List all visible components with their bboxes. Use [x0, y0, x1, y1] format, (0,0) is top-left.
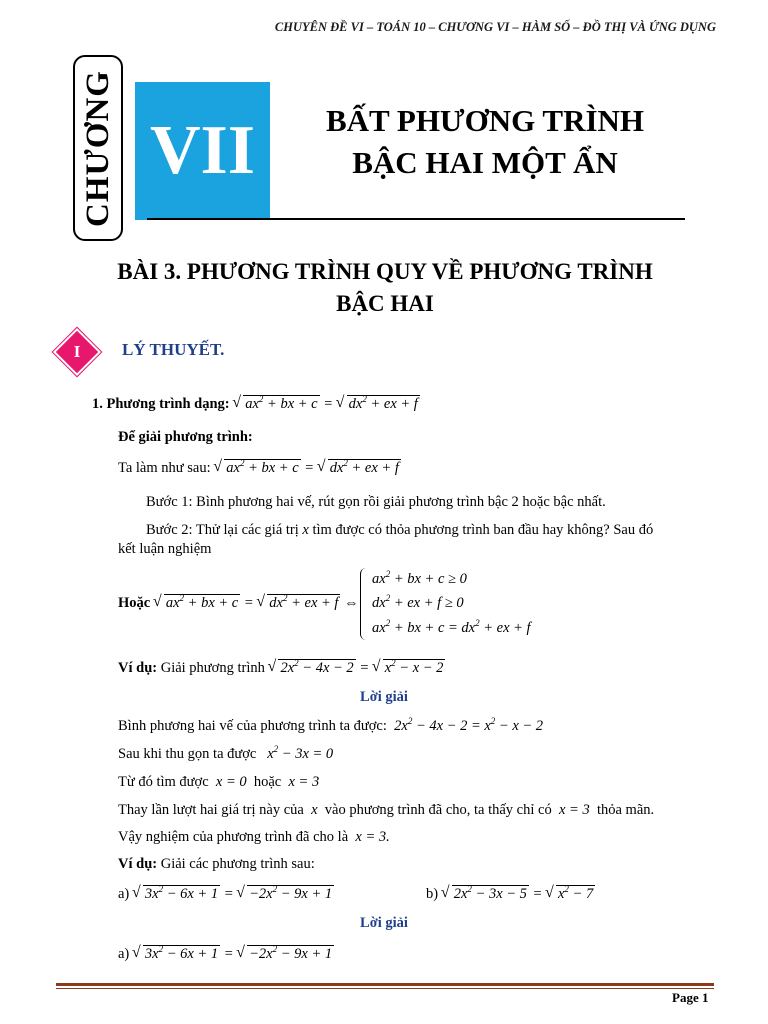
exercise-a-label: a)	[118, 886, 130, 902]
section-title: LÝ THUYẾT.	[122, 340, 225, 359]
running-header: CHUYÊN ĐỀ VI – TOÁN 10 – CHƯƠNG VI – HÀM SỐ – ĐỒ THỊ VÀ ỨNG DỤNG	[274, 20, 716, 34]
final-answer: x = 3.	[351, 829, 390, 845]
form-definition	[92, 396, 420, 413]
lesson-title-line2: BẬC HAI	[336, 291, 434, 316]
solution-line-1-eq: $2x^2 - 4x - 2 = x^2 - x - 2$	[390, 716, 544, 734]
var-x: x	[302, 522, 309, 538]
chapter-number-box	[135, 82, 270, 220]
form-definition-label: 1. Phương trình dạng:	[92, 396, 230, 412]
system-cond-2: $dx^2$ + ex + f ≥ 0	[372, 593, 464, 611]
solution-line-3	[118, 774, 319, 791]
root-check: x = 3	[555, 802, 594, 818]
example-1-text: Giải phương trình	[160, 660, 265, 676]
chapter-tab	[73, 55, 123, 241]
exercise-b	[426, 886, 595, 903]
alternative-label: Hoặc	[118, 595, 151, 611]
system-cond-1: $ax^2$ + bx + c ≥ 0	[372, 569, 467, 587]
solution-line-3-text: Từ đó tìm được	[118, 774, 209, 790]
solution-line-3-or: hoặc	[253, 774, 282, 790]
method-line	[118, 460, 401, 477]
exercise-b-eq: √ $2x^2 - 3x - 5$ = √ $x^2 - 7$	[442, 886, 595, 902]
example-1-label: Ví dụ:	[118, 660, 158, 676]
example-1-equation: √ $2x^2 - 4x - 2$ = √ $x^2 - x - 2$	[268, 660, 445, 676]
solution-heading-2: Lời giải	[360, 915, 408, 931]
example-2	[118, 856, 315, 873]
example-2-label: Ví dụ:	[118, 856, 158, 872]
chapter-title	[290, 100, 680, 184]
chapter-title-line1: BẤT PHƯƠNG TRÌNH	[325, 103, 645, 138]
alternative-line	[118, 595, 359, 612]
step-2	[146, 522, 653, 539]
section-marker: I	[73, 342, 81, 361]
footer-rule-thick	[56, 983, 714, 986]
step-2-part1: Bước 2: Thử lại các giá trị	[146, 522, 299, 538]
equation-form: √ $ax^2$ + bx + c = √ $dx^2$ + ex + f	[233, 396, 420, 412]
example-2-text: Giải các phương trình sau:	[160, 856, 315, 872]
exercise-b-label: b)	[426, 886, 439, 902]
system-cond-3: $ax^2$ + bx + $c = dx^2$ + ex + f	[372, 618, 531, 636]
solution-line-4-part3: thỏa mãn.	[596, 802, 655, 818]
solution-line-1-text: Bình phương hai vế của phương trình ta được:	[118, 718, 387, 734]
example-1	[118, 660, 445, 677]
step-2-cont: kết luận nghiệm	[118, 541, 212, 557]
step-2-part2: tìm được có thỏa phương trình ban đầu hay không? Sau đó	[312, 522, 654, 538]
root-x3: x = 3	[284, 774, 320, 790]
chapter-number: VII	[149, 112, 256, 189]
solution-a-eq: √ $3x^2 - 6x + 1$ = √ $-2x^2 - 9x + 1$	[133, 946, 334, 962]
equation-method: √ $ax^2$ + bx + c = √ $dx^2$ + ex + f	[214, 460, 401, 476]
solve-heading: Để giải phương trình:	[118, 429, 253, 445]
system-brace	[360, 568, 369, 640]
var-x-2: x	[307, 802, 322, 818]
solution-a	[118, 946, 334, 963]
solution-line-2	[118, 746, 333, 763]
solution-line-5	[118, 829, 390, 846]
solution-line-4-part1: Thay lần lượt hai giá trị này của	[118, 802, 304, 818]
page-number: Page 1	[672, 990, 709, 1005]
solution-line-2-eq: $x^2 - 3x = 0$	[259, 744, 334, 762]
exercise-a	[118, 886, 334, 903]
footer-rule-thin	[56, 988, 714, 989]
solution-line-4	[118, 802, 654, 819]
chapter-tab-label: CHƯƠNG	[79, 69, 116, 227]
chapter-title-line2: BẬC HAI MỘT ẨN	[352, 145, 618, 180]
solution-line-1	[118, 718, 543, 735]
solution-heading-1: Lời giải	[360, 689, 408, 705]
step-1: Bước 1: Bình phương hai vế, rút gọn rồi giải phương trình bậc 2 hoặc bậc nhất.	[146, 494, 606, 510]
root-x0: x = 0	[212, 774, 251, 790]
solution-a-label: a)	[118, 946, 130, 962]
equation-alternative: √ $ax^2$ + bx + c = √ $dx^2$ + ex + f ⇔	[154, 595, 359, 611]
solution-line-4-part2: vào phương trình đã cho, ta thấy chỉ có	[324, 802, 552, 818]
lesson-title	[60, 256, 710, 320]
method-label: Ta làm như sau:	[118, 460, 211, 476]
solution-line-5-text: Vậy nghiệm của phương trình đã cho là	[118, 829, 349, 845]
solution-line-2-text: Sau khi thu gọn ta được	[118, 746, 257, 762]
exercise-a-eq: √ $3x^2 - 6x + 1$ = √ $-2x^2 - 9x + 1$	[133, 886, 334, 902]
chapter-rule	[147, 218, 685, 220]
lesson-title-line1: BÀI 3. PHƯƠNG TRÌNH QUY VỀ PHƯƠNG TRÌNH	[117, 259, 653, 284]
